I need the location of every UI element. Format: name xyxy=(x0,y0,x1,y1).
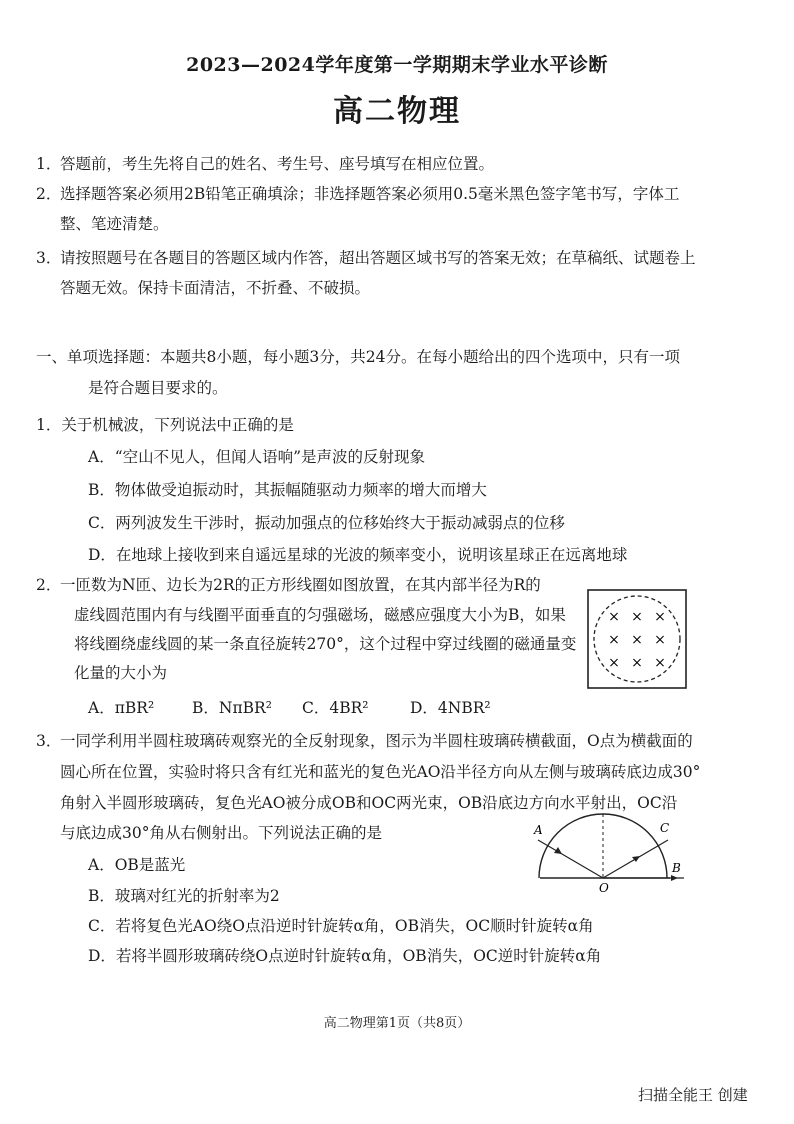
field-x-mark: × xyxy=(631,609,643,625)
exam-title: 2023—2024学年度第一学期期末学业水平诊断 xyxy=(186,54,608,76)
q2-option-d: D．4NBR² xyxy=(410,699,491,717)
note-3: 3．请按照题号在各题目的答题区域内作答，超出答题区域书写的答案无效；在草稿纸、试题卷上 xyxy=(36,249,696,267)
q2-option-b: B．NπBR² xyxy=(192,699,272,717)
section-heading-cont: 是符合题目要求的。 xyxy=(88,379,228,397)
q2-stem-line1: 2．一匝数为N匝、边长为2R的正方形线圈如图放置，在其内部半径为R的 xyxy=(36,576,541,594)
note-3-cont: 答题无效。保持卡面清洁，不折叠、不破损。 xyxy=(60,279,371,297)
q3-option-a: A．OB是蓝光 xyxy=(88,856,186,874)
field-x-mark: × xyxy=(631,632,643,648)
field-x-mark: × xyxy=(654,655,666,671)
q3-stem-line2: 圆心所在位置，实验时将只含有红光和蓝光的复色光AO沿半径方向从左侧与玻璃砖底边成30° xyxy=(60,763,701,781)
ray-oc-arrow xyxy=(632,856,640,862)
field-x-mark: × xyxy=(608,609,620,625)
q3-option-b: B．玻璃对红光的折射率为2 xyxy=(88,887,280,905)
q3-option-d: D．若将半圆形玻璃砖绕O点逆时针旋转α角，OB消失，OC逆时针旋转α角 xyxy=(88,947,602,965)
q2-option-c: C．4BR² xyxy=(302,699,369,717)
q3-prism-figure xyxy=(518,798,694,896)
label-o: O xyxy=(599,881,609,895)
q3-stem-line3: 角射入半圆形玻璃砖，复色光AO被分成OB和OC两光束，OB沿底边方向水平射出，OC沿 xyxy=(60,794,678,812)
q2-stem-line4: 化量的大小为 xyxy=(74,664,168,682)
q2-option-a: A．πBR² xyxy=(88,699,155,717)
q3-stem-line1: 3．一同学利用半圆柱玻璃砖观察光的全反射现象，图示为半圆柱玻璃砖横截面，O点为横截面的 xyxy=(36,732,693,750)
q2-stem-line2: 虚线圆范围内有与线圈平面垂直的匀强磁场，磁感应强度大小为B，如果 xyxy=(74,606,566,624)
label-c: C xyxy=(660,821,670,835)
q1-option-b: B．物体做受迫振动时，其振幅随驱动力频率的增大而增大 xyxy=(88,481,487,499)
field-x-mark: × xyxy=(654,609,666,625)
note-2: 2．选择题答案必须用2B铅笔正确填涂；非选择题答案必须用0.5毫米黑色签字笔书写，字体工 xyxy=(36,185,680,203)
q1-option-d: D．在地球上接收到来自遥远星球的光波的频率变小，说明该星球正在远离地球 xyxy=(88,546,628,564)
q3-stem-line4: 与底边成30°角从右侧射出。下列说法正确的是 xyxy=(60,824,382,842)
page-footer: 高二物理第1页（共8页） xyxy=(323,1016,471,1031)
field-x-mark: × xyxy=(608,632,620,648)
section-heading: 一、单项选择题：本题共8小题，每小题3分，共24分。在每小题给出的四个选项中，只有一项 xyxy=(36,348,680,366)
field-x-mark: × xyxy=(654,632,666,648)
scanner-watermark: 扫描全能王 创建 xyxy=(638,1086,748,1104)
q2-coil-figure xyxy=(586,588,690,692)
note-1: 1．答题前，考生先将自己的姓名、考生号、座号填写在相应位置。 xyxy=(36,155,495,173)
label-b: B xyxy=(672,861,681,875)
ray-ao xyxy=(538,840,603,878)
q3-option-c: C．若将复色光AO绕O点沿逆时针旋转α角，OB消失，OC顺时针旋转α角 xyxy=(88,917,594,935)
q1-stem: 1．关于机械波，下列说法中正确的是 xyxy=(36,416,294,434)
magnetic-field-marks xyxy=(608,609,666,671)
note-2-cont: 整、笔迹清楚。 xyxy=(60,215,169,233)
q1-option-c: C．两列波发生干涉时，振动加强点的位移始终大于振动减弱点的位移 xyxy=(88,514,565,532)
field-x-mark: × xyxy=(608,655,620,671)
field-x-mark: × xyxy=(631,655,643,671)
label-a: A xyxy=(534,823,543,837)
exam-subject: 高二物理 xyxy=(333,94,461,129)
q1-option-a: A．“空山不见人，但闻人语响”是声波的反射现象 xyxy=(88,448,426,466)
q2-stem-line3: 将线圈绕虚线圆的某一条直径旋转270°，这个过程中穿过线圈的磁通量变 xyxy=(74,635,577,653)
ray-ob-arrow xyxy=(671,875,678,881)
